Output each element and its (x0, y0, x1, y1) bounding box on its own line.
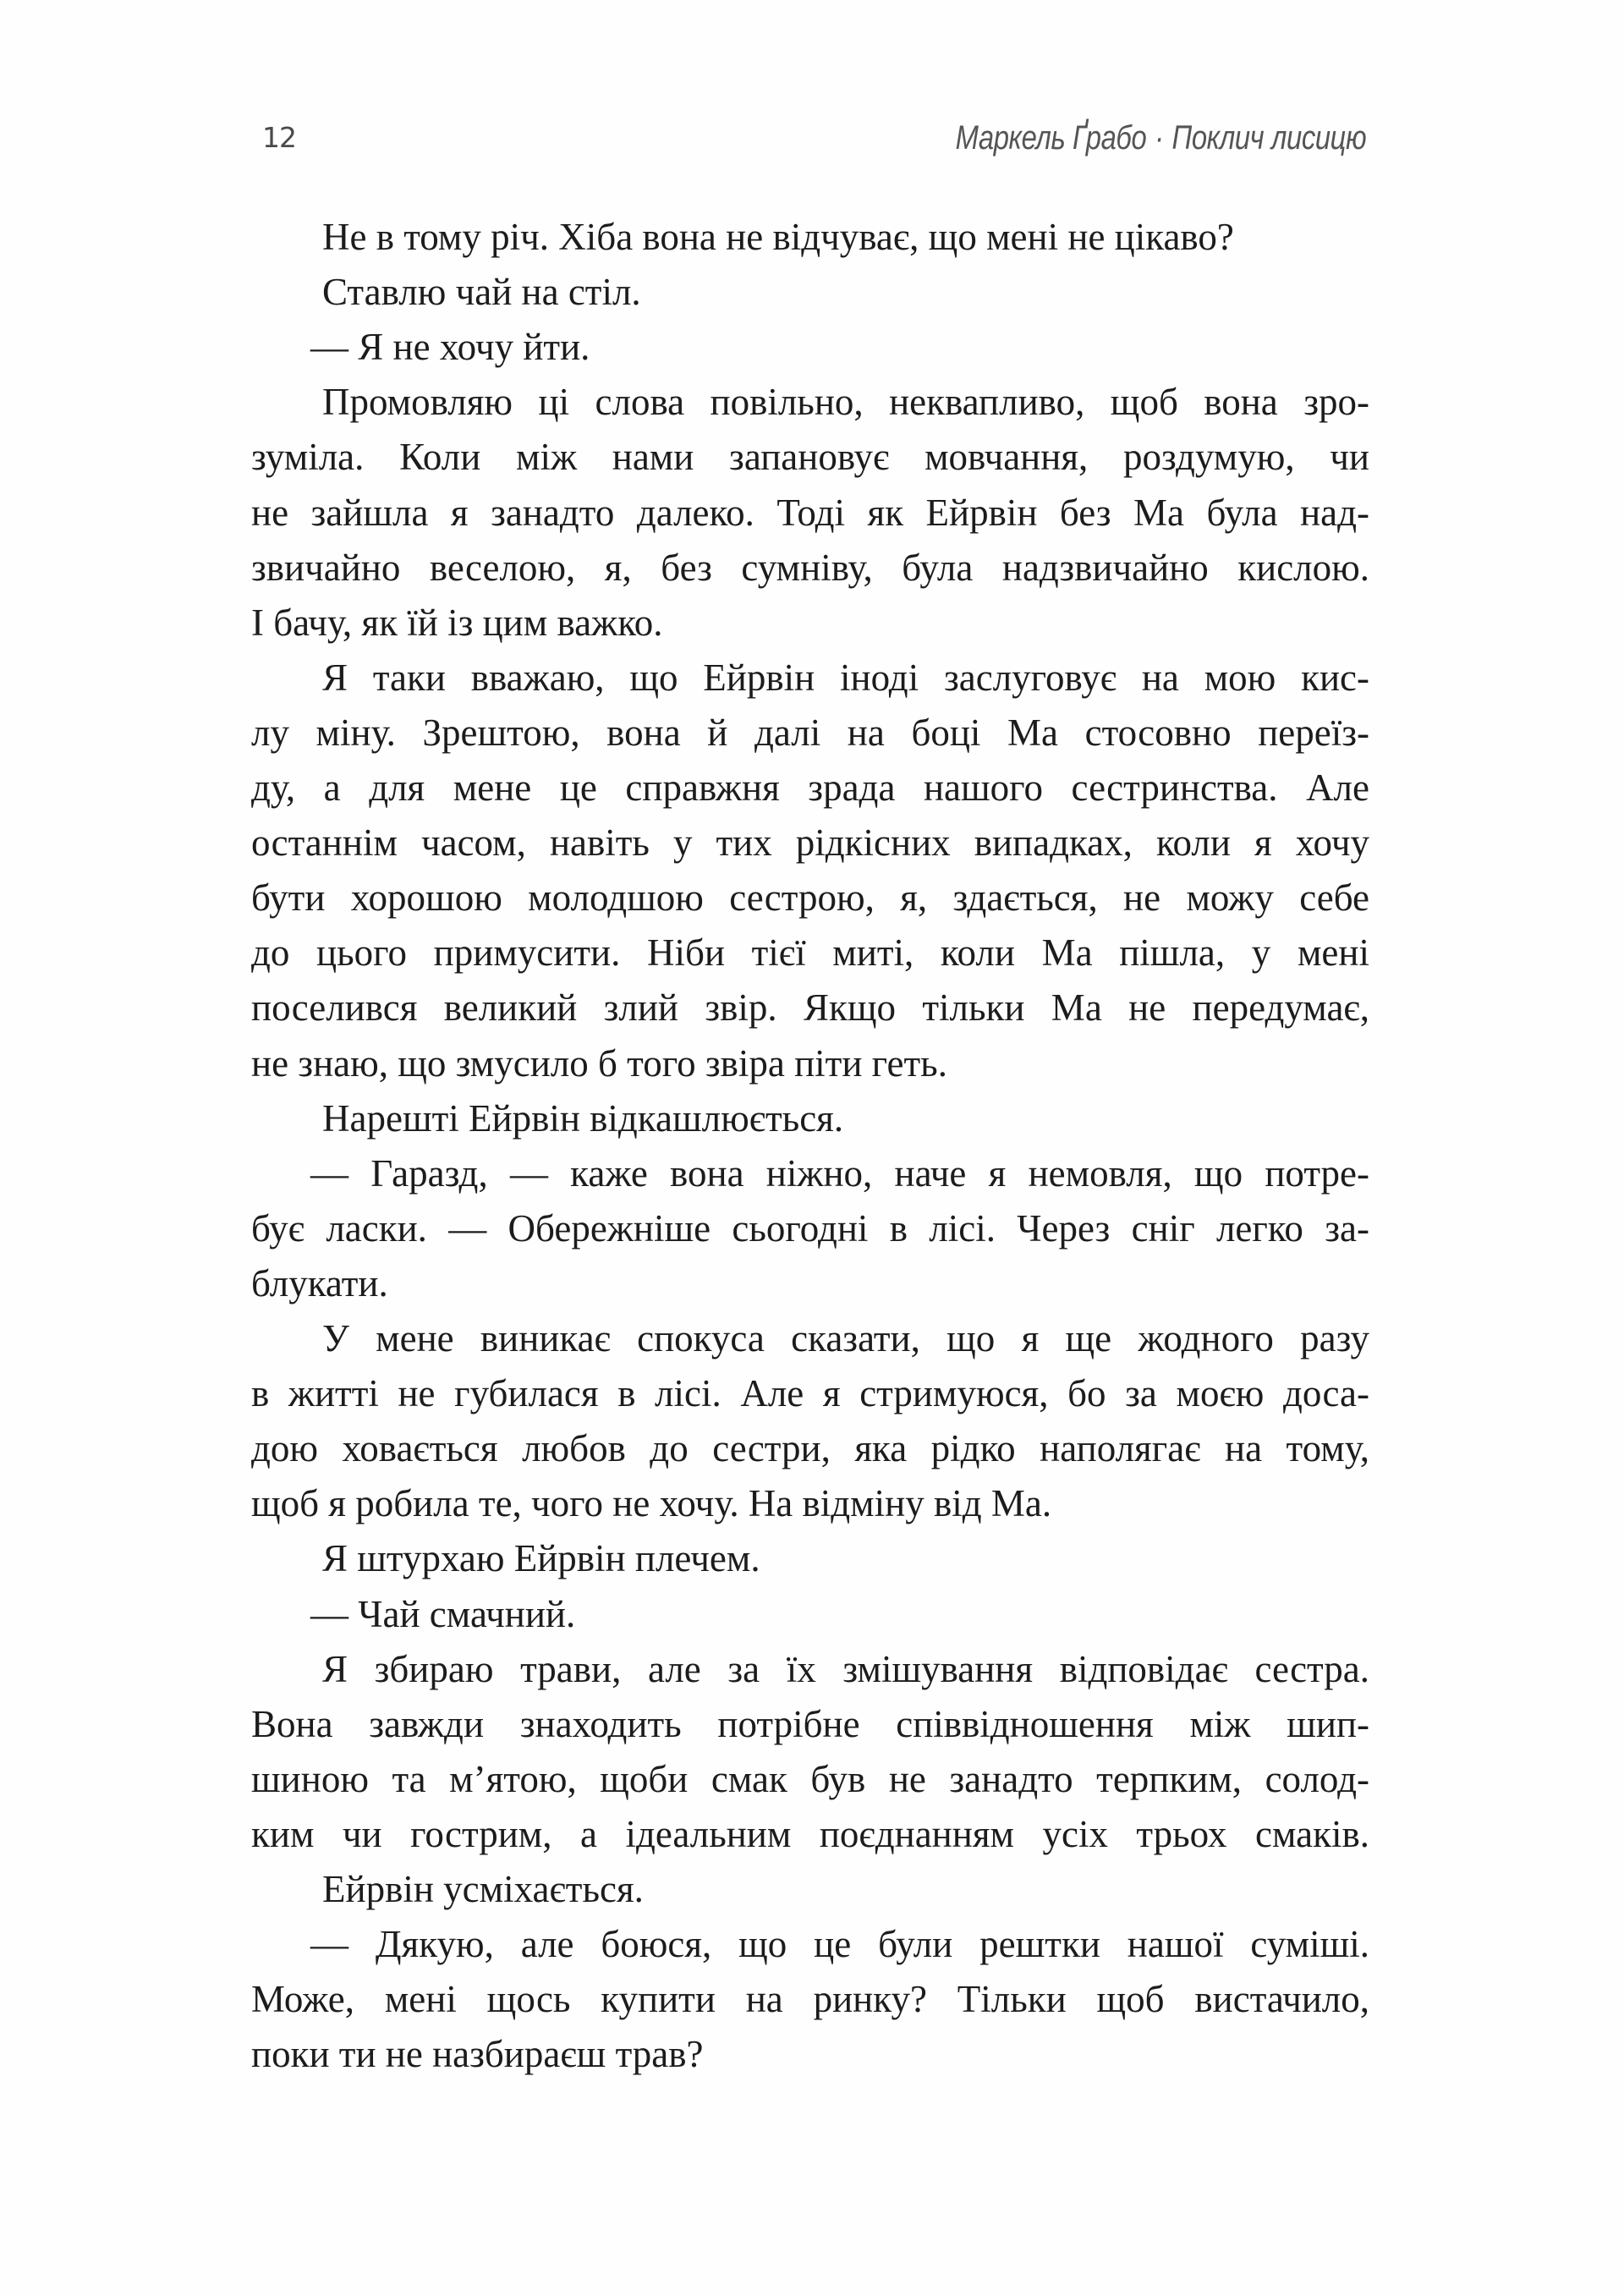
text-line: У мене виникає спокуса сказати, що я ще жодного разу (322, 1317, 1369, 1359)
text-line: Я збираю трави, але за їх змішування відповідає сестра. (322, 1647, 1369, 1690)
text-line: Я таки вважаю, що Ейрвін іноді заслуговує на мою кис- (322, 656, 1369, 699)
text-line: Не в тому річ. Хіба вона не відчуває, що мені не цікаво? (322, 216, 1234, 258)
text-line: шиною та м’ятою, щоби смак був не занадто терпким, солод- (251, 1757, 1369, 1800)
book-title: Поклич лисицю (1171, 119, 1366, 157)
text-line: І бачу, як їй із цим важко. (251, 601, 663, 644)
text-line: останнім часом, навіть у тих рідкісних випадках, коли я хочу (251, 821, 1369, 865)
text-line: блукати. (251, 1261, 388, 1305)
title-separator: · (1154, 119, 1164, 157)
text-line: лу міну. Зрештою, вона й далі на боці Ма стосовно переїз- (251, 711, 1369, 754)
text-line: — Гаразд, — каже вона ніжно, наче я немовля, що потре- (310, 1151, 1369, 1195)
text-line: Я штурхаю Ейрвін плечем. (322, 1537, 760, 1580)
text-line: — Дякую, але боюся, що це були рештки нашої суміші. (310, 1923, 1369, 1966)
text-line: поки ти не назбираєш трав? (251, 2033, 704, 2076)
text-line: зуміла. Коли між нами запановує мовчання, роздумую, чи (251, 436, 1369, 479)
text-line: бути хорошою молодшою сестрою, я, здається, не можу себе (251, 876, 1369, 920)
text-line: Промовляю ці слова повільно, неквапливо, щоб вона зро- (322, 381, 1369, 424)
text-line: не знаю, що змусило б того звіра піти геть. (251, 1041, 947, 1085)
text-line: Ставлю чай на стіл. (322, 271, 641, 314)
text-line: ду, а для мене це справжня зрада нашого сестринства. Але (251, 766, 1369, 809)
text-line: дою ховається любов до сестри, яка рідко наполягає на тому, (251, 1427, 1369, 1470)
text-line: щоб я робила те, чого не хочу. На відміну від Ма. (251, 1482, 1052, 1525)
running-head (262, 117, 1366, 159)
text-line: звичайно веселою, я, без сумніву, була надзвичайно кислою. (251, 546, 1369, 589)
text-line: ким чи гострим, а ідеальним поєднанням усіх трьох смаків. (251, 1812, 1369, 1855)
text-line: Ейрвін усміхається. (322, 1868, 644, 1910)
text-line: — Я не хочу йти. (310, 326, 590, 369)
author-name: Маркель Ґрабо (955, 119, 1146, 157)
text-line: не зайшла я занадто далеко. Тоді як Ейрвін без Ма була над- (251, 491, 1369, 534)
text-line: поселився великий злий звір. Якщо тільки Ма не передумає, (251, 986, 1369, 1030)
text-line: Може, мені щось купити на ринку? Тільки щоб вистачило, (251, 1978, 1369, 2021)
page-number: 12 (262, 121, 296, 154)
text-line: в житті не губилася в лісі. Але я стримуюся, бо за моєю доса- (251, 1372, 1369, 1415)
text-line: — Чай смачний. (310, 1592, 576, 1635)
text-line: Нарешті Ейрвін відкашлюється. (322, 1096, 844, 1140)
text-line: до цього примусити. Ніби тієї миті, коли Ма пішла, у мені (251, 931, 1369, 975)
text-line: Вона завжди знаходить потрібне співвідношення між шип- (251, 1702, 1369, 1745)
running-title (955, 117, 1366, 159)
text-line: бує ласки. — Обережніше сьогодні в лісі. Через сніг легко за- (251, 1206, 1369, 1250)
